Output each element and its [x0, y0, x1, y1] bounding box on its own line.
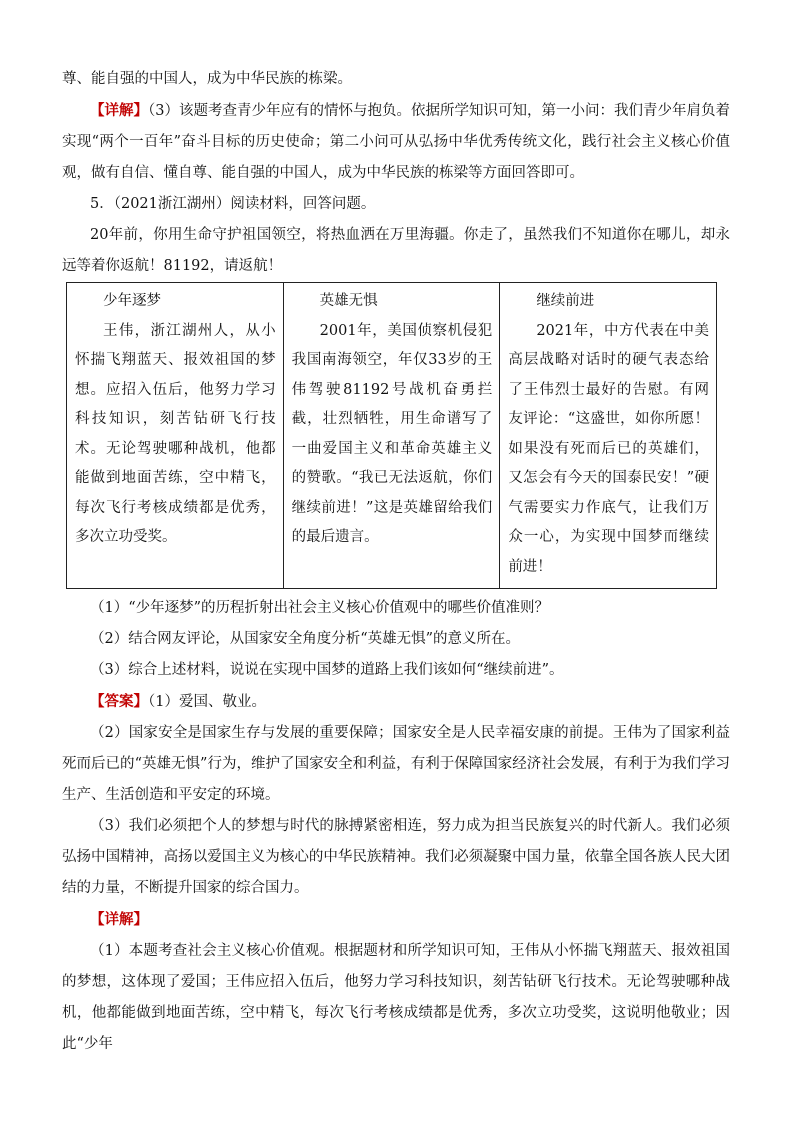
material-cell-title: 少年逐梦: [103, 293, 161, 309]
detail-tag: 【详解】: [90, 911, 148, 928]
material-table: [66, 282, 717, 589]
detail-1-paragraph: （1）本题考查社会主义核心价值观。根据题材和所学知识可知，王伟从小怀揣飞翔蓝天、报效祖国的梦想，这体现了爱国；王伟应招入伍后，他努力学习科技知识，刻苦钻研飞行技术。无论驾驶哪种战机，他都能做到地面苦练，空中精飞，每次飞行考核成绩都是优秀，多次立功受奖，这说明他敬业；因此“少年: [62, 943, 730, 1052]
question-5-2: （2）结合网友评论，从国家安全角度分析“英雄无惧”的意义所在。: [90, 631, 521, 647]
answer-1-paragraph: [62, 686, 730, 718]
material-cell-body: 2001年，美国侦察机侵犯我国南海领空，年仅33岁的王伟驾驶81192号战机奋勇拦截，壮烈牺牲，用生命谱写了一曲爱国主义和革命英雄主义的赞歌。“我已无法返航，你们继续前进！”这是英雄留给我们的最后遗言。: [291, 322, 493, 545]
detail-3-paragraph: [62, 95, 730, 189]
detail-heading: [62, 904, 730, 936]
detail-tag: 【详解】: [90, 102, 149, 119]
material-cell-forward: [500, 283, 717, 589]
material-cell-body: 王伟，浙江湖州人，从小怀揣飞翔蓝天、报效祖国的梦想。应招入伍后，他努力学习科技知识，刻苦钻研飞行技术。无论驾驶哪种战机，他都能做到地面苦练，空中精飞，每次飞行考核成绩都是优秀，多次立功受奖。: [75, 322, 276, 545]
question-5-intro: 20年前，你用生命守护祖国领空，将热血洒在万里海疆。你走了，虽然我们不知道你在哪儿，却永远等着你返航！81192，请返航！: [62, 227, 730, 274]
answer-3-paragraph: （3）我们必须把个人的梦想与时代的脉搏紧密相连，努力成为担当民族复兴的时代新人。我们必须弘扬中国精神，高扬以爱国主义为核心的中华民族精神。我们必须凝聚中国力量，依靠全国各族人民大团结的力量，不断提升国家的综合国力。: [62, 818, 730, 896]
answer-2-paragraph: （2）国家安全是国家生存与发展的重要保障；国家安全是人民幸福安康的前提。王伟为了国家利益死而后已的“英雄无惧”行为，维护了国家安全和利益，有利于保障国家经济社会发展，有利于为我们学习生产、生活创造和平安定的环境。: [62, 725, 730, 803]
detail-3-text: （3）该题考查青少年应有的情怀与抱负。依据所学知识可知，第一小问：我们青少年肩负着实现“两个一百年”奋斗目标的历史使命；第二小问可从弘扬中华优秀传统文化，践行社会主义核心价值观，做有自信、懂自尊、能自强的中国人，成为中华民族的栋梁等方面回答即可。: [62, 103, 731, 181]
question-5-heading: 5．（2021浙江湖州）阅读材料，回答问题。: [90, 196, 376, 212]
material-cell-dream: [67, 283, 284, 589]
answer-1-text: （1）爱国、敬业。: [148, 694, 266, 710]
question-5-3: （3）综合上述材料，说说在实现中国梦的道路上我们该如何“继续前进”。: [90, 662, 564, 678]
material-table-row: [67, 283, 717, 589]
material-cell-title: 继续前进: [536, 293, 595, 309]
document-page: [62, 64, 730, 1060]
paragraph-continuation: 尊、能自强的中国人，成为中华民族的栋梁。: [62, 71, 352, 87]
question-5-1: （1）“少年逐梦”的历程折射出社会主义核心价值观中的哪些价值准则？: [90, 600, 550, 616]
material-cell-title: 英雄无惧: [319, 293, 378, 309]
material-cell-body: 2021年，中方代表在中美高层战略对话时的硬气表态给了王伟烈士最好的告慰。有网友评论：“这盛世，如你所愿！如果没有死而后已的英雄们，又怎会有今天的国泰民安！”硬气需要实力作底气，让我们万众一心，为实现中国梦而继续前进！: [508, 322, 709, 575]
material-cell-hero: [283, 283, 500, 589]
answer-tag: 【答案】: [90, 693, 148, 710]
